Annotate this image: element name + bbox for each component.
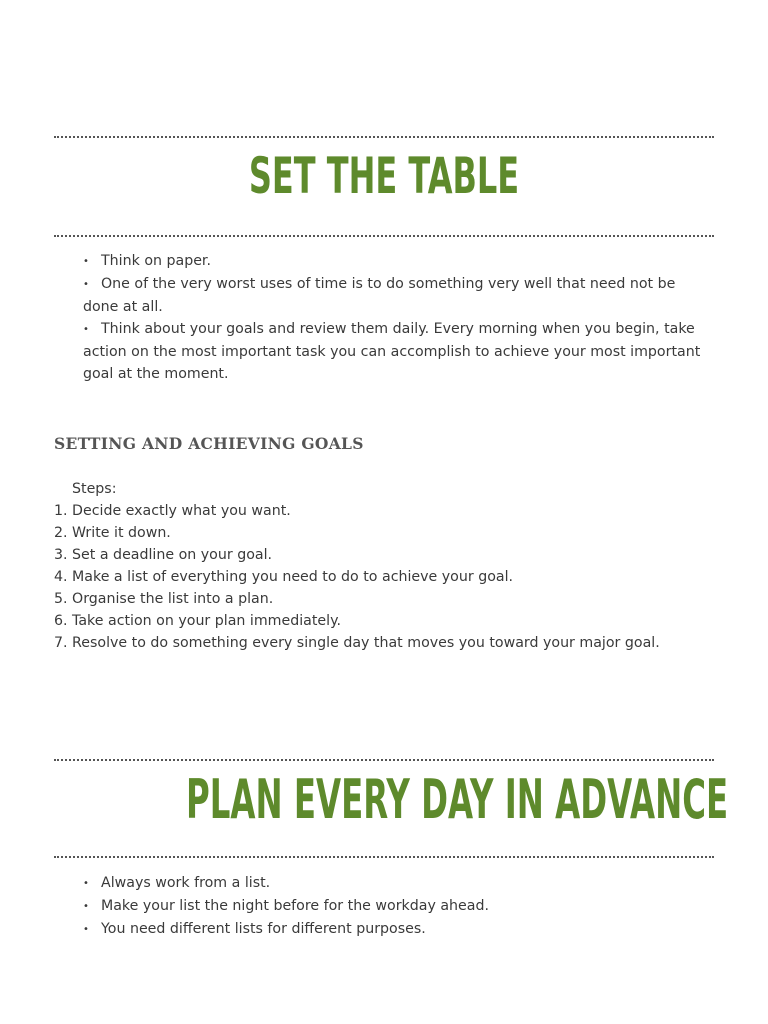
step-item: 4. Make a list of everything you need to do to achieve your goal. (54, 569, 514, 585)
list-item: • Think on paper. (83, 250, 713, 273)
step-item: 6. Take action on your plan immediately. (54, 613, 341, 629)
list-item: • You need different lists for different purposes. (83, 918, 713, 941)
list-item: • Always work from a list. (83, 872, 713, 895)
bullet-icon: • (83, 324, 89, 335)
section-title-plan-every-day: PLAN EVERY DAY IN ADVANCE (185, 768, 729, 831)
list-item: • Make your list the night before for the workday ahead. (83, 895, 713, 918)
bullet-icon: • (83, 878, 89, 889)
list-item: • One of the very worst uses of time is to do something very well that need not be done at all. (83, 276, 676, 315)
plan-every-day-list (83, 872, 713, 941)
set-the-table-list (83, 250, 713, 385)
step-item: 2. Write it down. (54, 525, 171, 541)
step-item: 1. Decide exactly what you want. (54, 503, 291, 519)
bullet-icon: • (83, 924, 89, 935)
step-item: 7. Resolve to do something every single day that moves you toward your major goal. (54, 635, 660, 651)
list-item: • Think about your goals and review them daily. Every morning when you begin, take action on the most important task you can accomplish to achieve your most important goal at the moment. (83, 321, 701, 382)
bullet-icon: • (83, 279, 89, 290)
bottom-divider-1 (54, 235, 714, 237)
bullet-icon: • (83, 256, 89, 267)
goal-steps-list (54, 500, 734, 654)
bottom-divider-2 (54, 856, 714, 858)
goals-subheading: SETTING AND ACHIEVING GOALS (54, 434, 364, 453)
section-title-set-the-table: SET THE TABLE (248, 147, 520, 205)
bullet-icon: • (83, 901, 89, 912)
step-item: 3. Set a deadline on your goal. (54, 547, 273, 563)
step-item: 5. Organise the list into a plan. (54, 591, 274, 607)
steps-label: Steps: (72, 481, 117, 497)
